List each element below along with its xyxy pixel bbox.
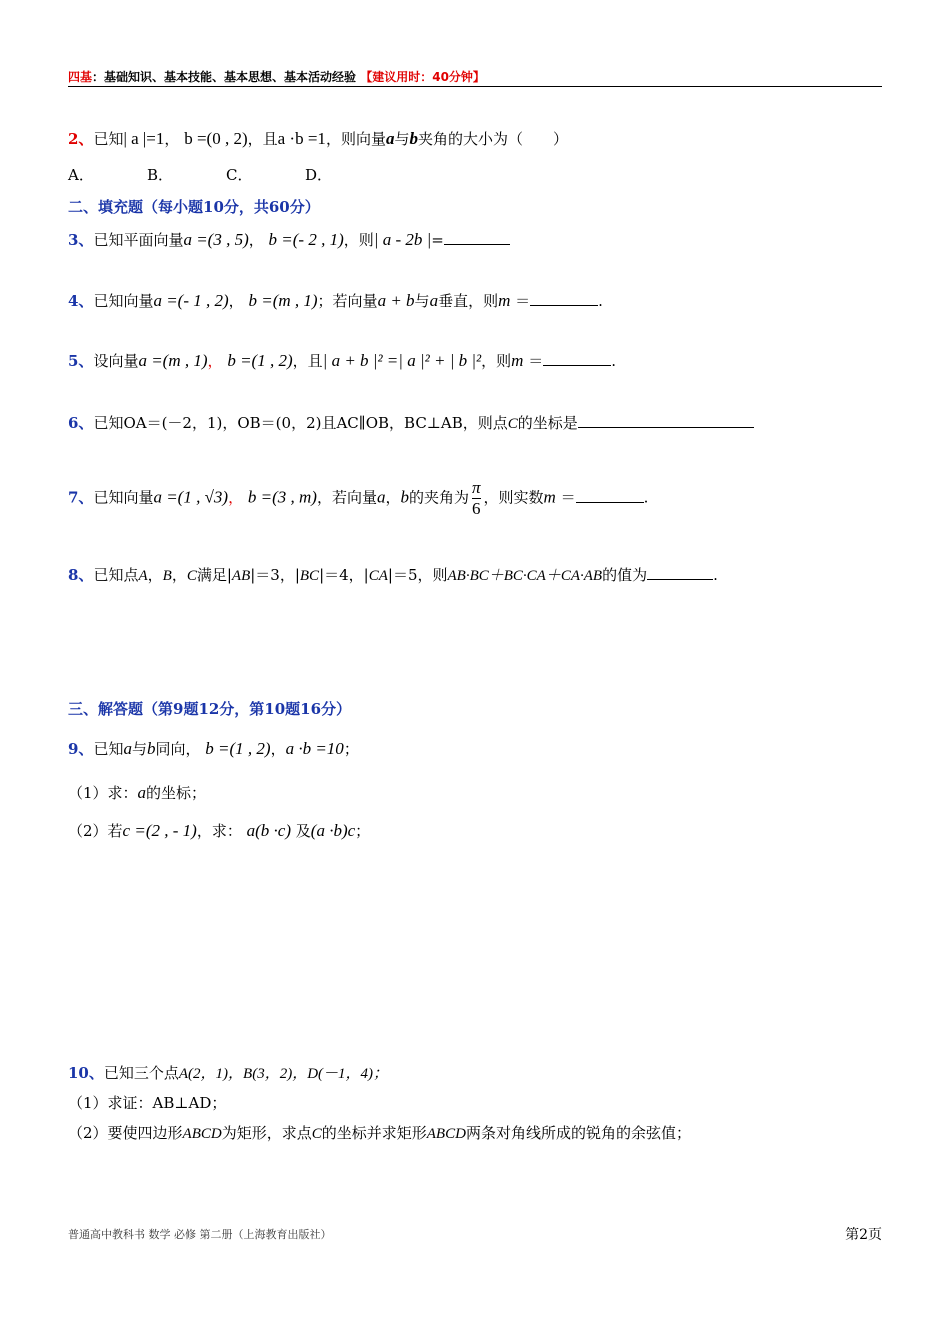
- section-3-title: 三、解答题（第9题12分，第10题16分）: [68, 700, 352, 718]
- q2-options: A． B． C． D．: [68, 166, 333, 184]
- question-5: 5、设向量a =(m , 1)， b =(1 , 2)，且| a + b |² =| a |² + | b |²，则m ＝ .: [68, 351, 617, 370]
- page-footer: 普通高中教科书 数学 必修 第二册（上海教育出版社）: [68, 1228, 332, 1241]
- question-9: 9、已知a与b同向， b =(1 , 2)，a ·b =10；: [68, 739, 359, 758]
- page-header: 四基：基础知识、基本技能、基本思想、基本活动经验 【建议用时：40分钟】: [68, 70, 485, 84]
- question-8: 8、已知点A，B，C满足|AB|＝3，|BC|＝4，|CA|＝5，则AB·BC＋BC·CA＋CA·AB的值为 .: [68, 566, 718, 584]
- page-number: 第2页: [845, 1227, 882, 1243]
- question-10-part-2: （2）要使四边形ABCD为矩形，求点C的坐标并求矩形ABCD两条对角线所成的锐角的余弦值；: [68, 1124, 691, 1142]
- answer-blank: [543, 353, 611, 366]
- question-6: 6、已知OA＝(－2，1)，OB＝(0，2)且AC∥OB，BC⊥AB，则点C的坐标是: [68, 412, 754, 433]
- answer-blank: [647, 567, 713, 580]
- pi-over-6-fraction: $\frac{\pi}{6}$: [472, 478, 481, 518]
- question-4: 4、已知向量a =(- 1 , 2)， b =(m , 1)；若向量a + b与a垂直，则m ＝ .: [68, 291, 603, 310]
- question-2: 2、已知| a |=1， b =(0 , 2)，且a ·b =1，则向量a与b夹角的大小为（ ）: [68, 129, 568, 148]
- answer-blank: [530, 293, 598, 306]
- question-7: 7、已知向量a =(1 , √3)， b =(3 , m)，若向量a，b的夹角为 $\frac{\pi}{6}$ ，则实数m ＝ .: [68, 478, 649, 518]
- question-10: 10、已知三个点A(2，1)，B(3，2)，D(－1，4)；: [68, 1064, 389, 1082]
- header-rule: [68, 86, 882, 87]
- answer-blank: [578, 415, 754, 428]
- question-9-part-1: （1）求：a的坐标；: [68, 783, 207, 802]
- question-10-part-1: （1）求证：AB⊥AD；: [68, 1094, 227, 1112]
- question-3: 3、已知平面向量a =(3 , 5)， b =(- 2 , 1)，则| a - 2b |=: [68, 229, 510, 250]
- section-2-title: 二、填充题（每小题10分，共60分）: [68, 198, 320, 216]
- answer-blank: [576, 490, 644, 503]
- answer-blank: [444, 232, 510, 245]
- question-9-part-2: （2）若c =(2 , - 1)，求： a(b ·c) 及(a ·b)c；: [68, 821, 371, 840]
